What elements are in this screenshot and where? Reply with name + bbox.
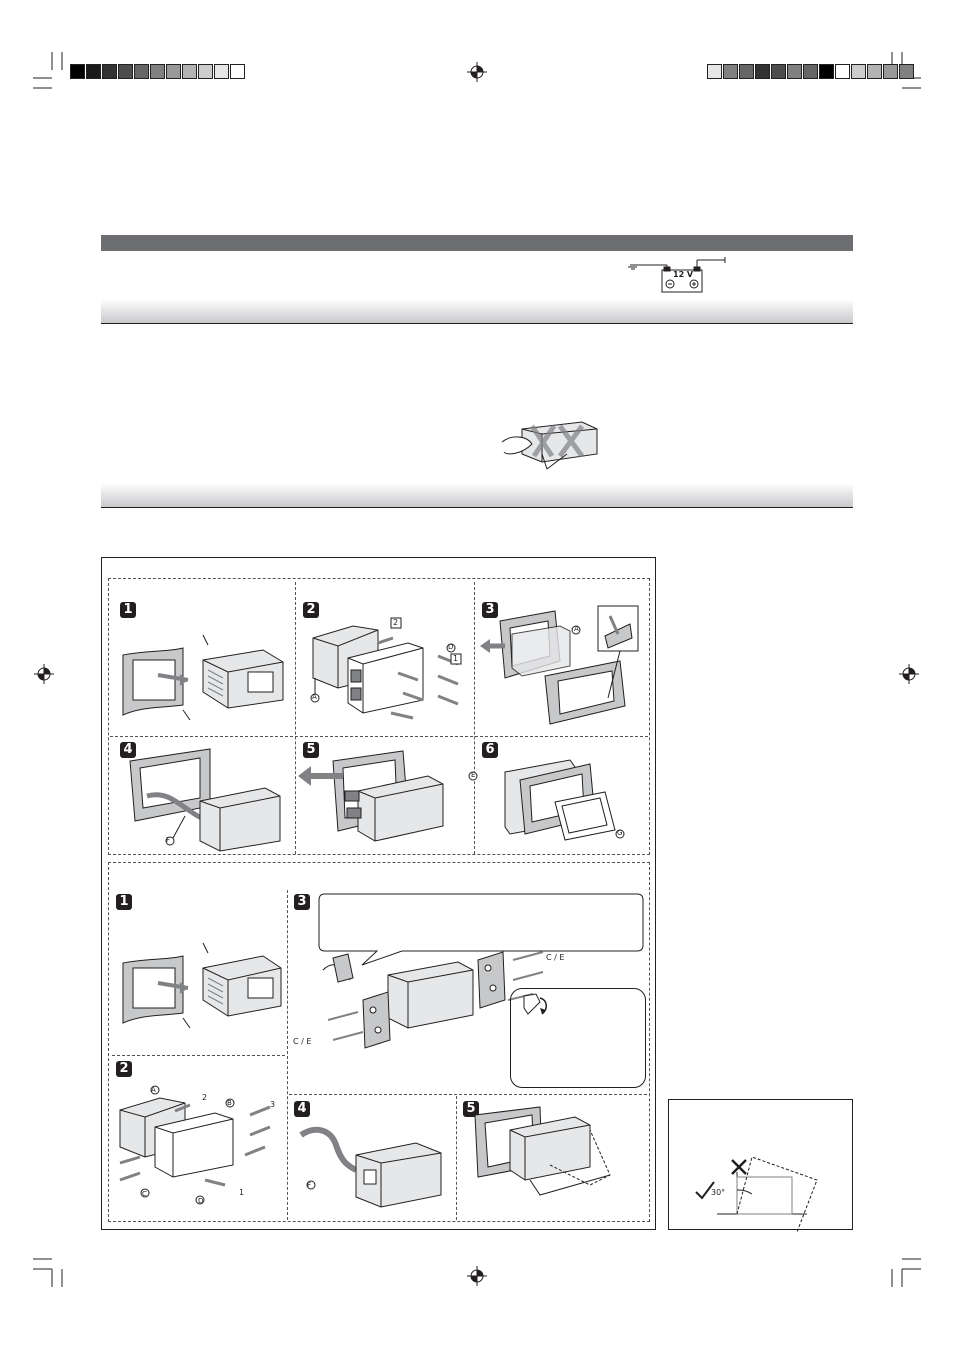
callout-box-3: 3 bbox=[270, 1100, 276, 1109]
color-swatch bbox=[867, 64, 882, 79]
color-swatch bbox=[86, 64, 101, 79]
step-badge: 4 bbox=[294, 1101, 310, 1117]
color-swatch bbox=[755, 64, 770, 79]
color-swatch bbox=[198, 64, 213, 79]
section-bar-top bbox=[101, 235, 853, 251]
registration-target-icon bbox=[899, 664, 919, 684]
section-bar-2 bbox=[101, 299, 853, 324]
panel-a-divider bbox=[474, 582, 475, 854]
trim-plate-removal-illustration bbox=[118, 938, 288, 1028]
panel-b-divider bbox=[289, 1094, 647, 1095]
color-swatch bbox=[230, 64, 245, 79]
color-swatch bbox=[787, 64, 802, 79]
step-badge: 3 bbox=[482, 602, 498, 618]
color-swatch bbox=[723, 64, 738, 79]
callout-box-1: 1 bbox=[239, 1188, 245, 1197]
callout-c-e: C / E bbox=[293, 1037, 312, 1046]
step-badge: 4 bbox=[120, 742, 136, 758]
callout-d: D bbox=[448, 643, 454, 651]
step-badge: 3 bbox=[294, 894, 310, 910]
callout-a: A bbox=[312, 693, 317, 701]
panel-a-divider bbox=[295, 582, 296, 854]
callout-g: G bbox=[617, 829, 623, 837]
panel-b-divider bbox=[112, 1055, 285, 1056]
mounting-sleeve-installation-illustration bbox=[480, 606, 645, 731]
rotate-icon bbox=[520, 992, 550, 1018]
callout-f: F bbox=[307, 1181, 312, 1189]
panel-b-divider bbox=[456, 1096, 457, 1220]
callout-f: F bbox=[166, 836, 171, 844]
color-swatch bbox=[134, 64, 149, 79]
color-swatch bbox=[819, 64, 834, 79]
color-swatch bbox=[70, 64, 85, 79]
color-swatch bbox=[851, 64, 866, 79]
color-swatch bbox=[899, 64, 914, 79]
color-swatch bbox=[214, 64, 229, 79]
mounting-angle-illustration bbox=[692, 1152, 812, 1222]
color-swatch bbox=[102, 64, 117, 79]
step-badge: 1 bbox=[120, 602, 136, 618]
callout-c: C bbox=[142, 1190, 147, 1198]
battery-voltage-label: 12 V bbox=[673, 270, 694, 279]
section-bar-3 bbox=[101, 483, 853, 508]
color-swatch bbox=[739, 64, 754, 79]
step-badge: 5 bbox=[303, 742, 319, 758]
wiring-harness-illustration bbox=[296, 1115, 456, 1210]
trim-plate-attach-illustration bbox=[480, 752, 645, 852]
callout-box-1: 1 bbox=[453, 654, 459, 663]
dashboard-install-illustration bbox=[470, 1105, 630, 1205]
callout-e: E bbox=[471, 771, 476, 779]
color-swatch bbox=[182, 64, 197, 79]
color-swatch bbox=[771, 64, 786, 79]
registration-target-icon bbox=[467, 62, 487, 82]
callout-a: A bbox=[151, 1086, 156, 1094]
sleeve-screw-removal-illustration bbox=[303, 618, 473, 738]
callout-box-2: 2 bbox=[202, 1093, 208, 1102]
color-swatch bbox=[166, 64, 181, 79]
step-badge: 5 bbox=[463, 1101, 479, 1117]
callout-d: D bbox=[198, 1197, 204, 1205]
color-swatch bbox=[150, 64, 165, 79]
callout-box-2: 2 bbox=[393, 618, 399, 627]
callout-a: A bbox=[574, 625, 579, 633]
callout-b: B bbox=[227, 1099, 232, 1107]
step-badge: 6 bbox=[482, 742, 498, 758]
step-badge: 1 bbox=[116, 894, 132, 910]
wiring-connection-illustration bbox=[125, 746, 295, 856]
sleeve-disassembly-illustration bbox=[115, 1085, 285, 1200]
color-swatch bbox=[707, 64, 722, 79]
trim-plate-removal-illustration bbox=[118, 630, 288, 720]
sleeve-insertion-illustration bbox=[303, 746, 476, 856]
callout-c-e: C / E bbox=[546, 953, 565, 962]
step-badge: 2 bbox=[303, 602, 319, 618]
color-swatch bbox=[803, 64, 818, 79]
color-swatch bbox=[835, 64, 850, 79]
registration-target-icon bbox=[34, 664, 54, 684]
step-badge: 2 bbox=[116, 1061, 132, 1077]
color-swatch bbox=[118, 64, 133, 79]
unit-handling-illustration bbox=[502, 414, 602, 474]
color-swatch bbox=[883, 64, 898, 79]
angle-label: 30° bbox=[711, 1188, 726, 1197]
